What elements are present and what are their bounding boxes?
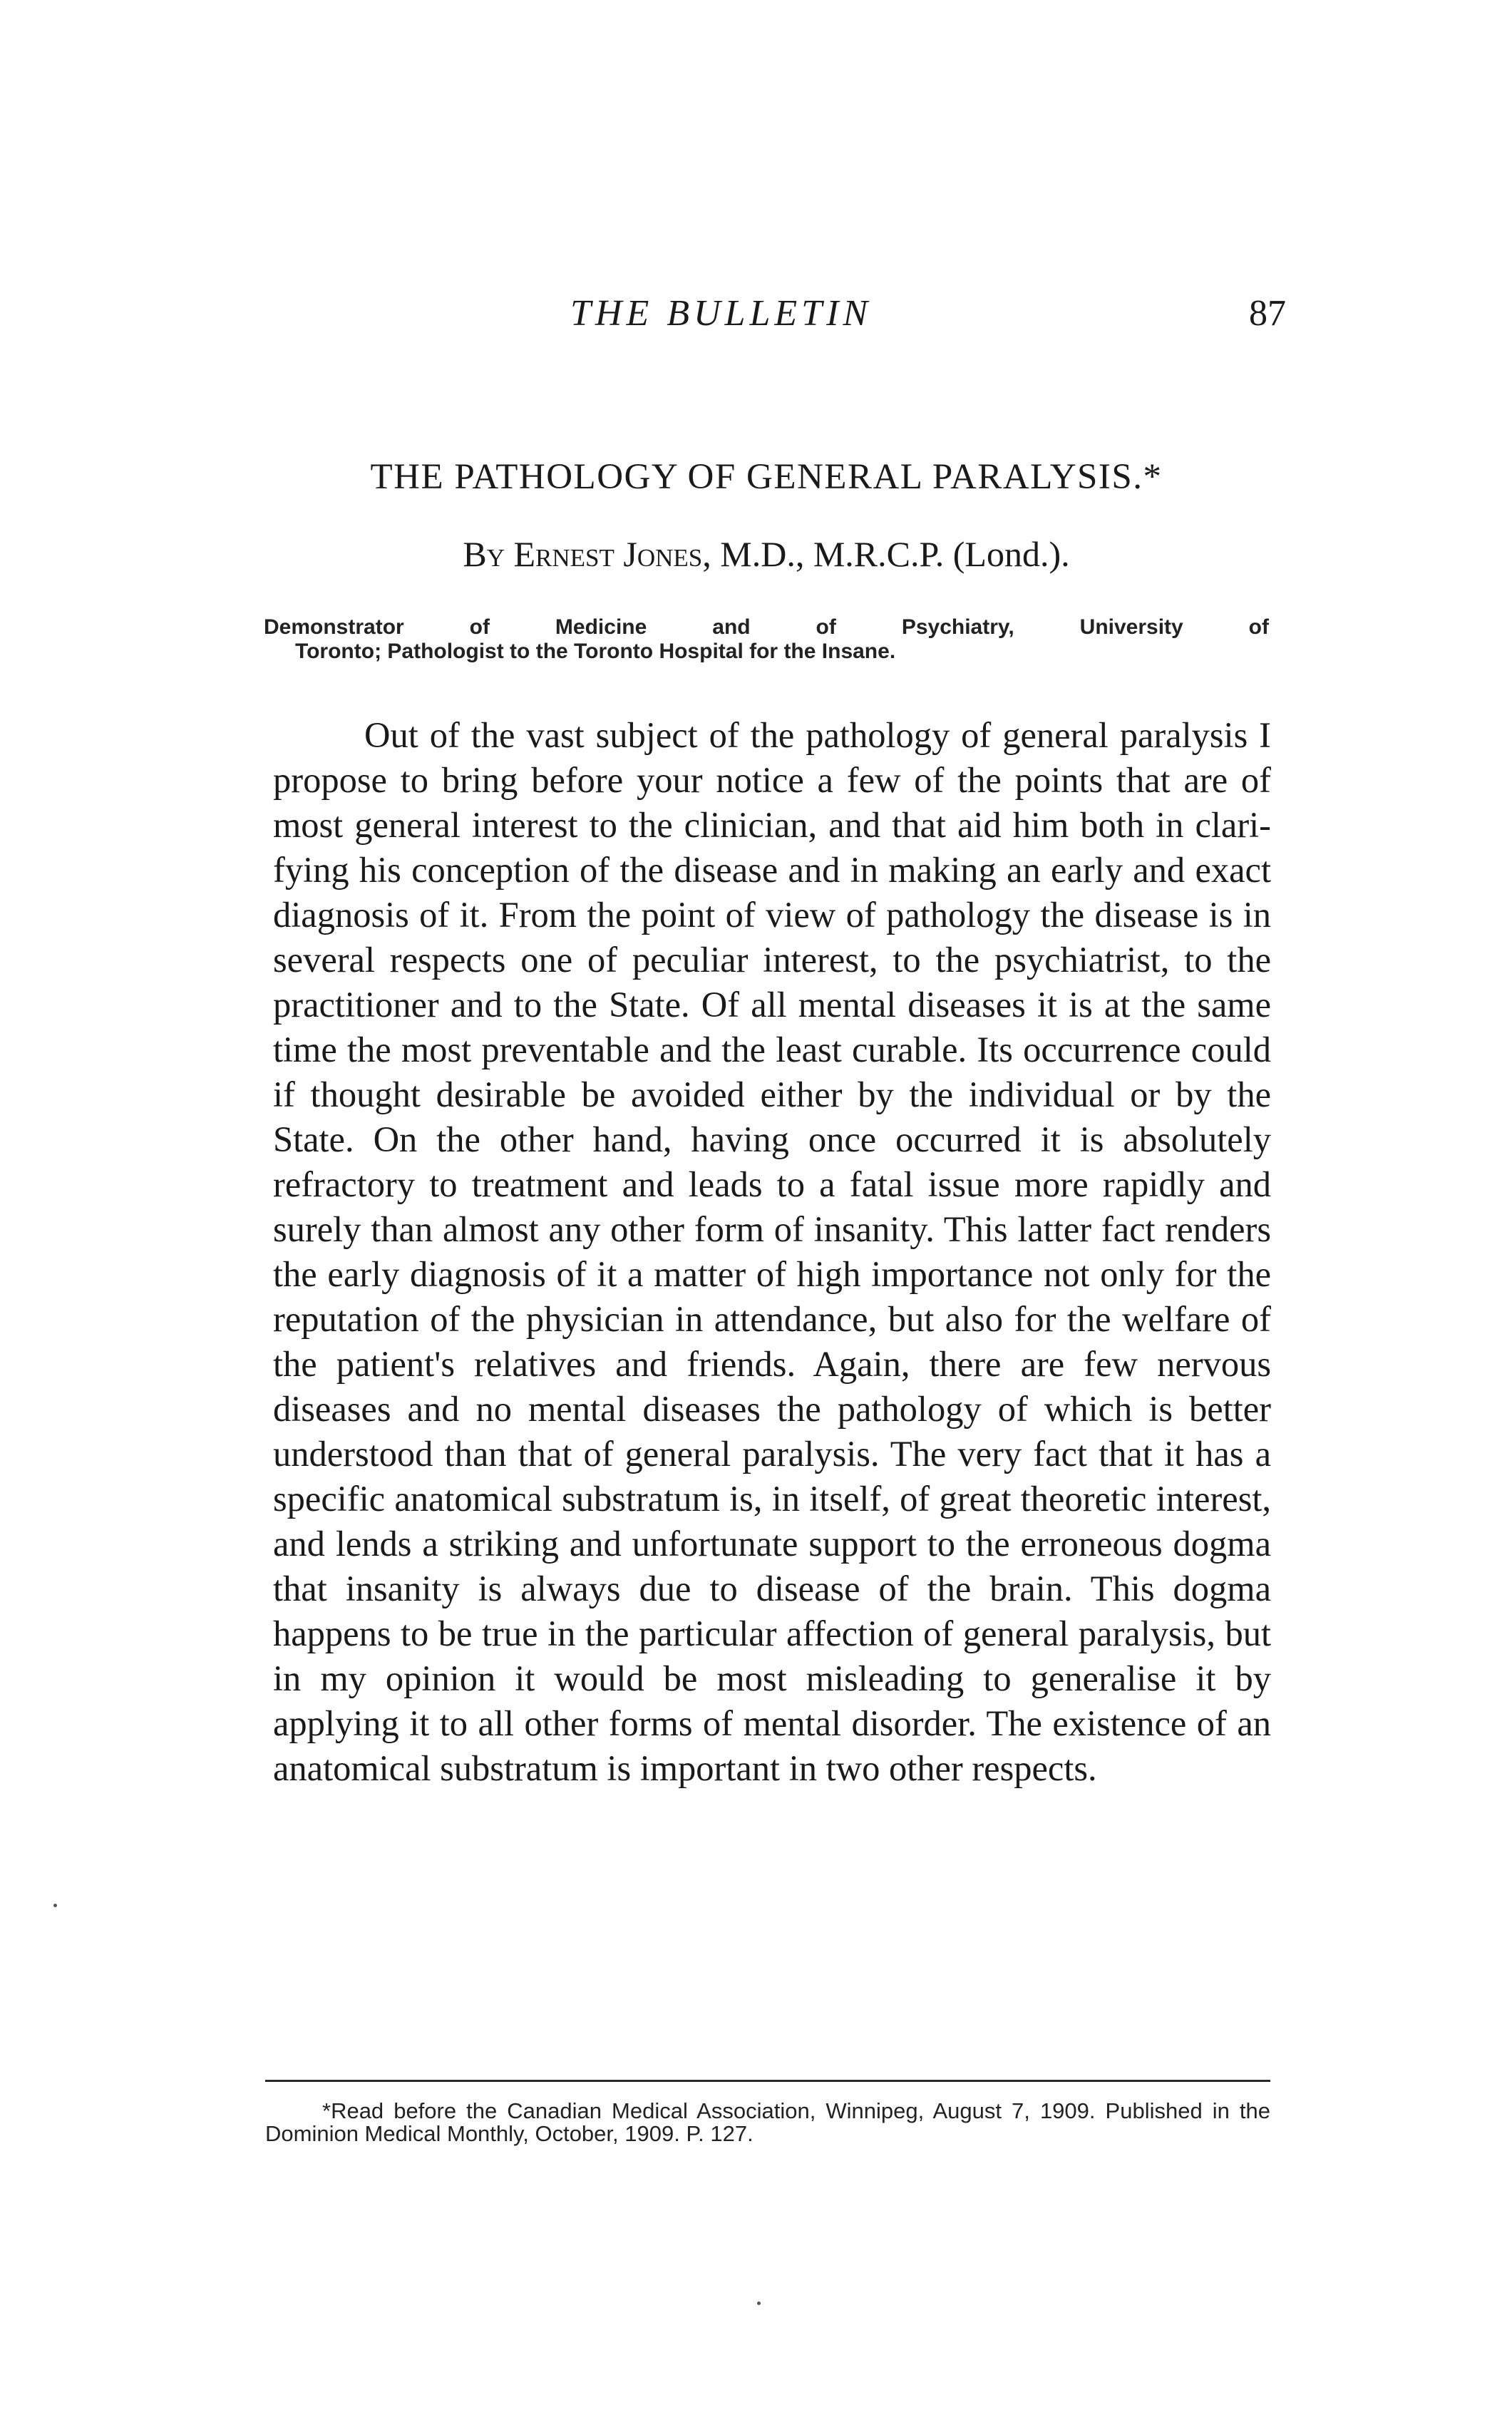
author-affiliation — [264, 615, 1269, 664]
footnote: *Read before the Canadian Medical Association, Winnipeg, August 7, 1909. Published in the Dominion Medical Monthly, October, 1909. P. 127. — [265, 2098, 1270, 2146]
byline — [264, 533, 1269, 575]
scan-speck — [757, 2302, 761, 2305]
affiliation-line-1: Demonstrator of Medicine and of Psychiatry, University of — [264, 615, 1269, 639]
scan-speck — [53, 1904, 57, 1907]
article-body — [273, 713, 1271, 1791]
running-head — [0, 292, 1512, 342]
body-paragraph: Out of the vast subject of the pathology of general paralysis I propose to bring before your notice a few of the points that are of most general interest to the clinician, and that aid him both in clarifying his conception of the disease and in making an early and exact diagnosis of it. From the point of view of pathology the disease is in several respects one of peculiar interest, to the psychiatrist, to the practitioner and to the State. Of all mental diseases it is at the same time the most preventable and the least curable. Its occurrence could if thought desirable be avoided either by the individual or by the State. On the other hand, having once occurred it is absolutely refractory to treatment and leads to a fatal issue more rapidly and surely than almost any other form of insanity. This latter fact renders the early diagnosis of it a matter of high importance not only for the reputation of the physician in attendance, but also for the welfare of the patient's relatives and friends. Again, there are few nervous diseases and no mental diseases the pathology of which is better understood than that of general paralysis. The very fact that it has a specific anatomical substratum is, in itself, of great theoretic interest, and lends a striking and unfortunate support to the erroneous dogma that insanity is always due to disease of the brain. This dogma happens to be true in the particular affection of general paralysis, but in my opinion it would be most misleading to generalise it by applying it to all other forms of mental disorder. The existence of an anatomical substratum is important in two other respects. — [273, 715, 1271, 1788]
affiliation-line-2: Toronto; Pathologist to the Toronto Hospital for the Insane. — [295, 640, 896, 663]
byline-prefix: By — [463, 534, 505, 574]
footnote-divider — [265, 2080, 1270, 2082]
article-title: THE PATHOLOGY OF GENERAL PARALYSIS.* — [370, 457, 1163, 497]
author-name: Ernest Jones — [513, 534, 703, 574]
running-title: THE BULLETIN — [570, 293, 873, 334]
page-number: 87 — [1249, 293, 1286, 334]
author-credentials: , M.D., M.R.C.P. (Lond.). — [702, 534, 1070, 574]
